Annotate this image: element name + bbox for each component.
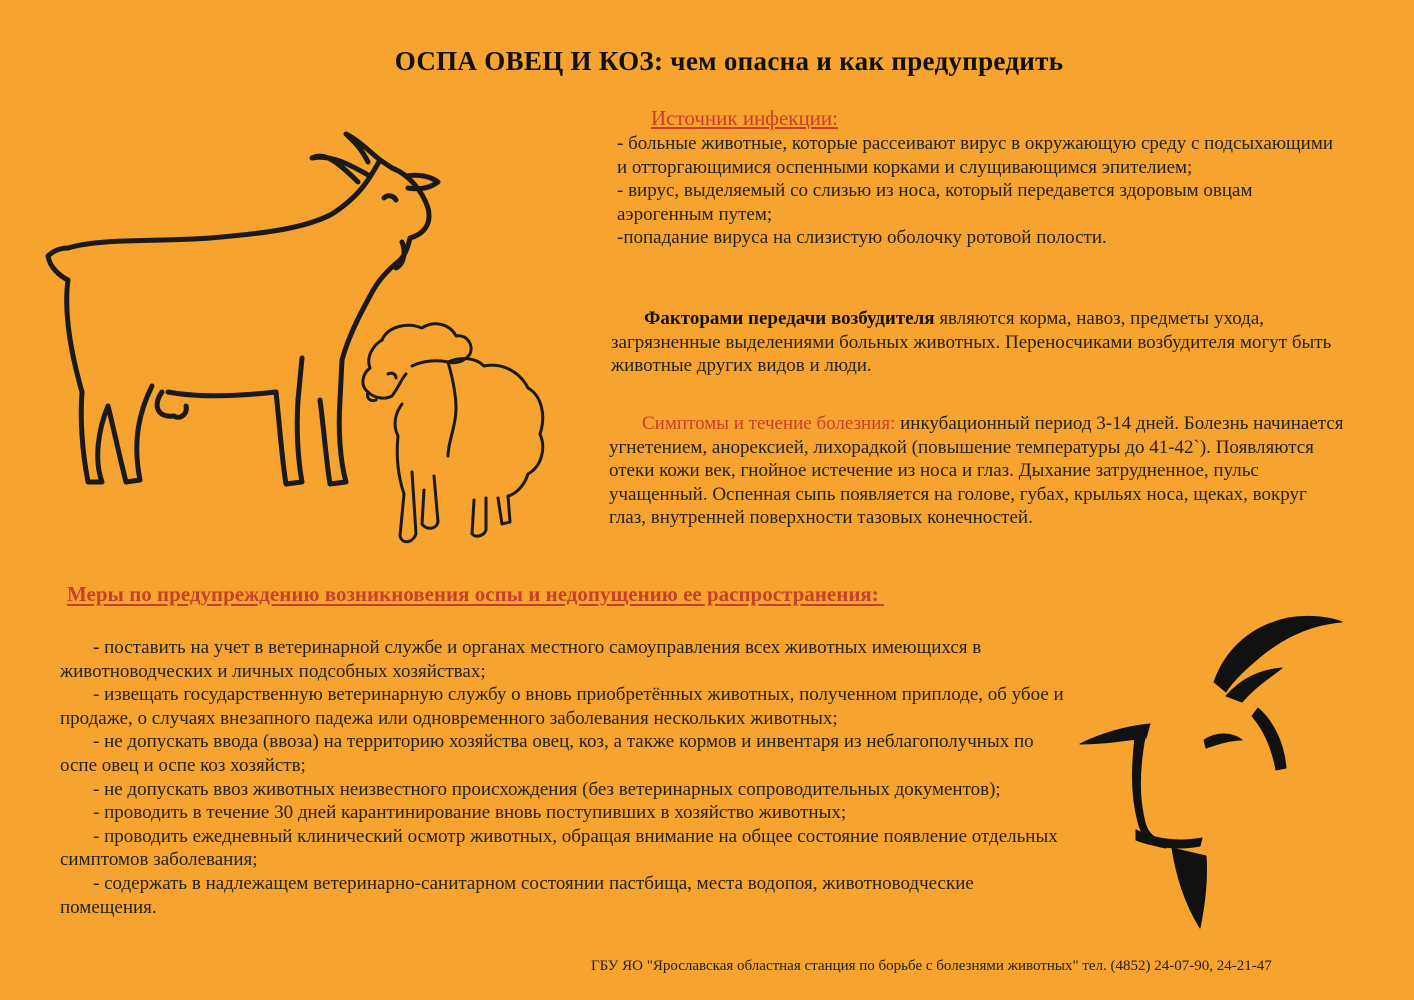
page-title: ОСПА ОВЕЦ И КОЗ: чем опасна и как предупредить <box>394 46 1064 76</box>
source-list <box>617 132 1347 250</box>
factors-text: являются корма, навоз, предметы ухода, загрязненные выделениями больных животных. Переносчиками возбудителя могут быть животные других видов и люди. <box>611 308 1332 377</box>
footer-contacts: ГБУ ЯО "Ярославская областная станция по борьбе с болезнями животных" тел. (4852) 24-07-90, 24-21-47 <box>591 958 1272 974</box>
symptoms-heading: Симптомы и течение болезния: <box>642 413 896 434</box>
source-heading: Источник инфекции: <box>651 106 838 130</box>
list-item: -попадание вируса на слизистую оболочку ротовой полости. <box>617 227 1107 249</box>
symptoms-text: инкубационный период 3-14 дней. Болезнь начинается угнетением, анорексией, лихорадкой (повышение температуры до 41-42`). Появляются отеки кожи век, гнойное истечение из носа и глаз. Дыхание затрудненное, пульс учащенный. Оспенная сыпь появляется на голове, губах, крыльях носа, щеках, вокруг глаз, внутренней поверхности тазовых конечностей. <box>609 413 1344 529</box>
factors-lead: Факторами передачи возбудителя <box>644 308 935 329</box>
list-item: - содержать в надлежащем ветеринарно-санитарном состоянии пастбища, места водопоя, животноводческие помещения. <box>60 872 974 918</box>
goat-head-icon <box>1076 612 1346 932</box>
list-item: - проводить в течение 30 дней карантинирование вновь поступивших в хозяйство животных; <box>93 802 847 824</box>
measures-heading: Меры по предупреждению возникновения оспы и недопущению ее распространения: <box>67 582 885 606</box>
list-item: - вирус, выделяемый со слизью из носа, который передавется здоровым овцам аэрогенным путем; <box>617 180 1253 225</box>
list-item: - не допускать ввода (ввоза) на территорию хозяйства овец, коз, а также кормов и инвентаря из неблагополучных по оспе овец и оспе коз хозяйств; <box>60 731 1034 776</box>
sheep-icon <box>352 316 552 552</box>
list-item: - извещать государственную ветеринарную службу о вновь приобретённых животных, полученном приплоде, об убое и продаже, о случаях внезапного падежа или одновременного заболевания нескольких животных; <box>60 684 1064 729</box>
factors-paragraph <box>611 307 1346 378</box>
symptoms-paragraph <box>609 412 1344 530</box>
measures-list <box>60 636 1070 919</box>
list-item: - больные животные, которые рассеивают вирус в окружающую среду с подсыхающими и отторгающимися оспенными корками и слущивающимся эпителием; <box>617 133 1334 178</box>
list-item: - проводить ежедневный клинический осмотр животных, обращая внимание на общее состояние появление отдельных симптомов заболевания; <box>60 825 1058 871</box>
list-item: - поставить на учет в ветеринарной службе и органах местного самоуправления всех животных имеющихся в животноводческих и личных подсобных хозяйствах; <box>60 637 982 682</box>
list-item: - не допускать ввоз животных неизвестного происхождения (без ветеринарных сопроводительных документов); <box>93 778 1001 800</box>
